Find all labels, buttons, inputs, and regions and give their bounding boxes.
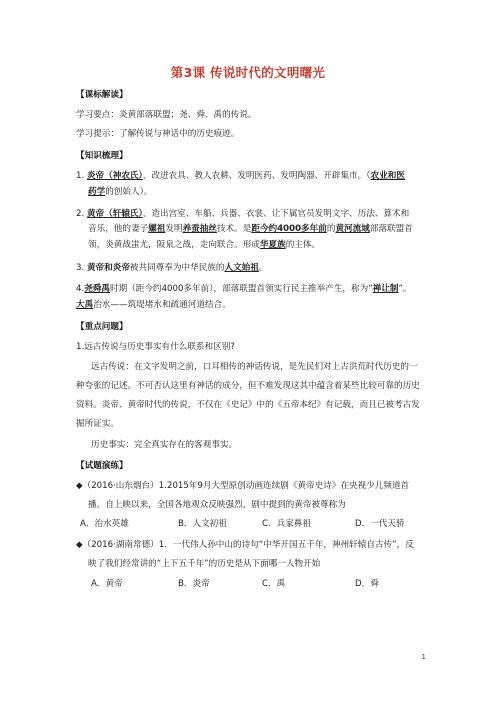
term: 人文始祖: [224, 263, 259, 273]
exercise-2-option-a[interactable]: A．黄帝: [91, 579, 123, 589]
item-number: 3.: [76, 263, 85, 273]
term: 距今约4000多年前: [251, 224, 327, 234]
knowledge-item-2-cont2: [88, 240, 444, 251]
text: 被共同尊奉为中华民族的: [129, 263, 225, 273]
exercise-1-stem-cont: 播。自上映以来，全国各地观众反映强烈，剧中提到的黄帝被尊称为: [88, 500, 346, 510]
text: 部落联盟首: [369, 224, 413, 234]
text: ”。: [398, 284, 412, 294]
term: 嫘祖: [148, 224, 166, 234]
term: 黄河流域: [335, 224, 370, 234]
section-heading-shiti: 【试题演练】: [76, 461, 128, 471]
section-heading-zhongdian: 【重点问题】: [76, 322, 128, 332]
text: ，造出宫室、车船、兵器、衣裳、让下属官员发明文字、历法、算术和: [142, 209, 410, 219]
text: 的主体。: [285, 240, 321, 250]
knowledge-item-3: [76, 263, 432, 274]
text: 的: [326, 224, 336, 234]
term: 农业和医: [370, 171, 405, 181]
item-number: 1.: [76, 171, 85, 181]
term: 禅让制: [372, 284, 399, 294]
legend-paragraph-line: 掘所证实。: [76, 419, 119, 429]
exercise-2-option-d[interactable]: D．舜: [355, 579, 379, 589]
legend-paragraph-line: 远古传说：在文字发明之前，口耳相传的神话传说，是先民们对上古洪荒时代历史的一: [91, 362, 418, 372]
exercise-2-stem-cont: 映了我们经常讲的“上下五千年”的历史是从下面哪一人物开始: [88, 559, 321, 569]
text: ，改进农具、教人农耕、发明医药、发明陶器、开辟集市。（: [142, 171, 371, 181]
learning-tip: 学习提示：了解传说与神话中的历史痕迹。: [76, 129, 240, 139]
exercise-1-option-a[interactable]: A．治水英雄: [80, 519, 129, 529]
knowledge-item-1-cont: [88, 187, 444, 198]
term: 尧舜禹: [84, 284, 110, 294]
exercise-1-stem: ◆（2016·山东烟台）1.2015年9月大型原创动画连续剧《黄帝史诗》在央视少儿频道首: [76, 481, 410, 491]
term: 炎帝（神农氏）: [86, 171, 143, 181]
knowledge-item-2: [76, 209, 432, 220]
text: 治水——筑堤堵水和疏通河道结合。: [93, 300, 231, 310]
learning-point: 学习要点：炎黄部落联盟；尧、舜、禹的传说。: [76, 110, 257, 120]
term: 黄帝和炎帝: [86, 263, 130, 273]
exercise-2-stem: ◆（2016·湖南常德）1．一代伟人孙中山的诗句“中华开国五千年，神州轩辕自古传”，反: [76, 540, 414, 550]
section-heading-zhishi: 【知识梳理】: [76, 151, 128, 161]
key-question: 1.远古传说与历史事实有什么联系和区别?: [76, 342, 235, 352]
term: 药学: [88, 187, 106, 197]
fact-paragraph: 历史事实：完全真实存在的客观事实。: [91, 440, 238, 450]
item-number: 2.: [76, 209, 85, 219]
knowledge-item-2-cont: [88, 224, 444, 235]
text: 时期（距今约4000多年前），部落联盟首领实行民主推举产生，称为“: [110, 284, 373, 294]
term: 养蚕抽丝: [182, 224, 217, 234]
exercise-1-option-d[interactable]: D．一代天骄: [355, 519, 405, 529]
page-title: 第3课 传说时代的文明曙光: [170, 65, 326, 80]
knowledge-item-4: [76, 284, 432, 295]
text: 领，炎黄战蚩尤，阪泉之战，走向联合。形成: [88, 240, 260, 250]
knowledge-item-4-cont: [76, 300, 432, 311]
term: 黄帝（轩辕氏）: [86, 209, 143, 219]
text: 。: [258, 263, 268, 273]
exercise-2-option-b[interactable]: B．炎帝: [178, 579, 210, 589]
legend-paragraph-line: 资料。炎帝、黄帝时代的传说，不仅在《史记》中的《五帝本纪》有记载，而且已被考古发: [76, 400, 420, 410]
knowledge-item-1: [76, 171, 432, 182]
text: 发明: [165, 224, 183, 234]
legend-paragraph-line: 种夸张的记述。不可否认这里有神话的成分，但不难发现这其中蕴含着某些比较可靠的历史: [76, 381, 420, 391]
text: 的创始人）。: [105, 187, 153, 197]
term: 华夏族: [259, 240, 286, 250]
page-number: 1: [421, 653, 426, 661]
term: 大禹: [76, 300, 94, 310]
exercise-1-option-c[interactable]: C．兵家鼻祖: [262, 519, 311, 529]
text: 技术。是: [216, 224, 252, 234]
section-heading-biaozhun: 【课标解读】: [76, 90, 128, 100]
text: 音乐，他的妻子: [88, 224, 149, 234]
exercise-1-option-b[interactable]: B．人文初祖: [178, 519, 227, 529]
item-number: 4.: [76, 284, 85, 294]
exercise-2-option-c[interactable]: C．禹: [262, 579, 286, 589]
